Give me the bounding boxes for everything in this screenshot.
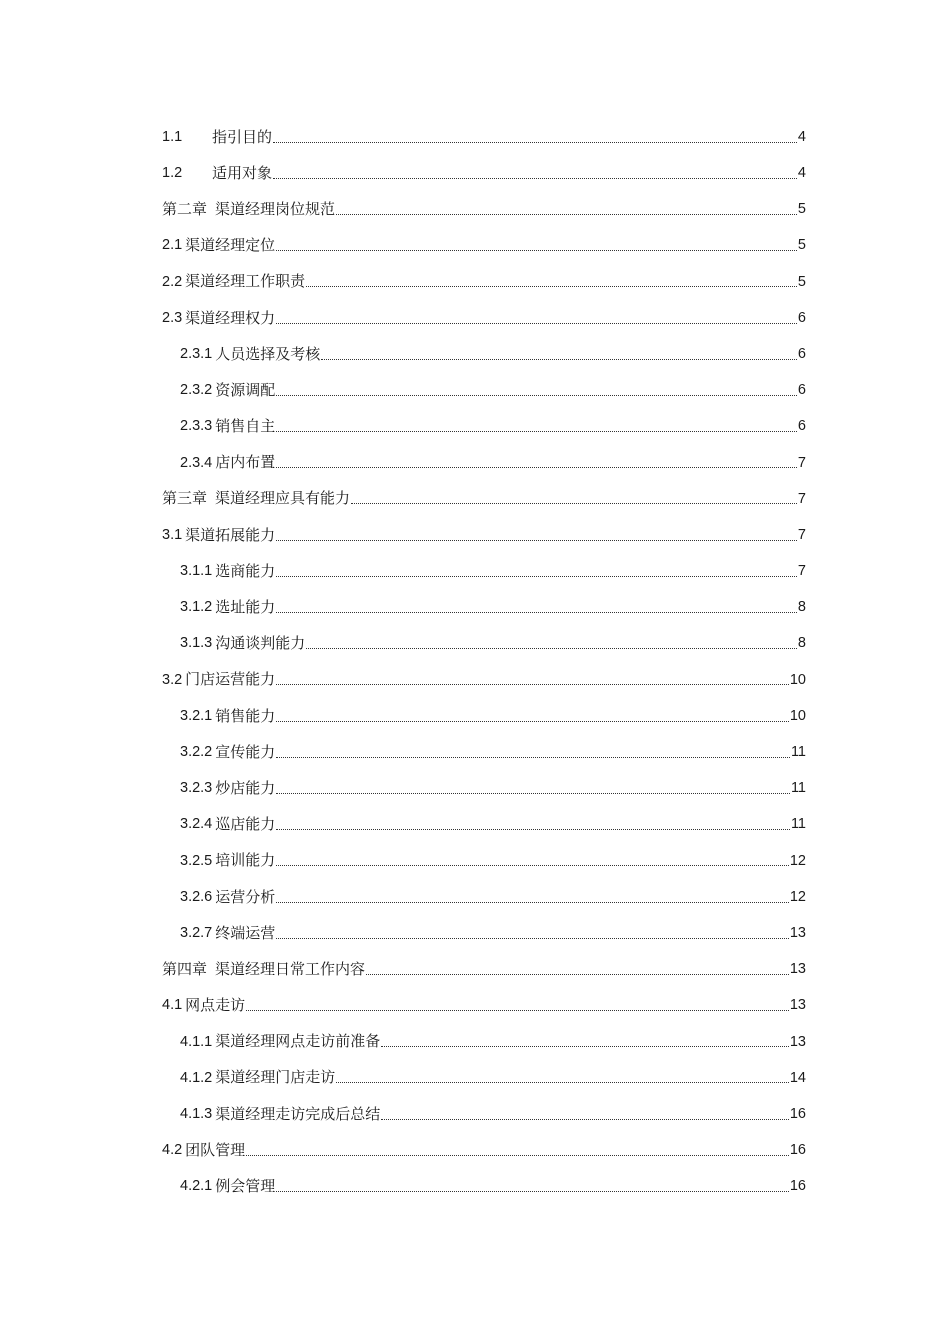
dot-leader	[336, 1082, 789, 1083]
dot-leader	[276, 250, 797, 251]
toc-entry[interactable]	[162, 264, 806, 300]
dot-leader	[276, 323, 797, 324]
toc-entry-title: 资源调配	[215, 380, 276, 399]
toc-page-number: 5	[797, 273, 806, 290]
toc-entry-title: 销售自主	[215, 417, 276, 436]
toc-entry-title: 销售能力	[215, 706, 276, 725]
toc-entry-number: 1.2	[162, 165, 183, 182]
dot-leader	[276, 395, 797, 396]
toc-entry[interactable]	[162, 626, 806, 662]
toc-entry-title: 渠道经理工作职责	[185, 272, 306, 291]
toc-entry-number: 4.2.1	[180, 1178, 213, 1195]
toc-entry-title: 渠道经理门店走访	[215, 1068, 336, 1087]
toc-entry[interactable]	[162, 589, 806, 625]
toc-entry-number: 4.2	[162, 1142, 183, 1159]
toc-page-number: 16	[789, 1142, 806, 1159]
toc-page-number: 11	[790, 816, 806, 833]
toc-page-number: 6	[797, 382, 806, 399]
toc-entry[interactable]	[162, 988, 806, 1024]
toc-entry-title: 选商能力	[215, 561, 276, 580]
toc-entry-title: 宣传能力	[215, 742, 276, 761]
toc-entry[interactable]	[162, 409, 806, 445]
toc-chapter-label: 第二章	[162, 199, 208, 218]
toc-page-number: 14	[789, 1069, 806, 1086]
toc-page-number: 13	[789, 1033, 806, 1050]
toc-entry-number: 3.2.5	[180, 852, 213, 869]
toc-page-number: 4	[797, 165, 806, 182]
toc-page-number: 7	[797, 563, 806, 580]
toc-entry[interactable]	[162, 336, 806, 372]
toc-entry-number: 3.2.6	[180, 888, 213, 905]
toc-entry-number: 2.3.2	[180, 382, 213, 399]
dot-leader	[276, 684, 789, 685]
toc-entry-title: 渠道经理应具有能力	[215, 489, 351, 508]
toc-page-number: 5	[797, 201, 806, 218]
toc-page-number: 10	[789, 707, 806, 724]
toc-page-number: 7	[797, 490, 806, 507]
toc-entry-title: 门店运营能力	[185, 670, 276, 689]
toc-page-number: 12	[789, 852, 806, 869]
toc-page-number: 11	[790, 780, 806, 797]
toc-entry-number: 3.2.2	[180, 744, 213, 761]
toc-page-number: 16	[789, 1178, 806, 1195]
toc-entry-number: 4.1.3	[180, 1105, 213, 1122]
dot-leader	[276, 902, 789, 903]
toc-entry-number: 2.3.4	[180, 454, 213, 471]
toc-entry-title: 适用对象	[212, 163, 273, 182]
toc-entry-number: 1.1	[162, 128, 183, 145]
dot-leader	[276, 829, 790, 830]
toc-entry-number: 3.2.1	[180, 707, 213, 724]
toc-page-number: 11	[790, 744, 806, 761]
toc-entry[interactable]	[162, 1024, 806, 1060]
toc-entry-number: 3.1.2	[180, 599, 213, 616]
toc-page-number: 5	[797, 237, 806, 254]
toc-entry[interactable]	[162, 445, 806, 481]
toc-entry-title: 巡店能力	[215, 815, 276, 834]
dot-leader	[276, 540, 797, 541]
toc-entry[interactable]	[162, 662, 806, 698]
toc-entry-title: 培训能力	[215, 851, 276, 870]
dot-leader	[306, 286, 797, 287]
toc-entry[interactable]	[162, 734, 806, 770]
dot-leader	[276, 793, 790, 794]
toc-entry[interactable]	[162, 915, 806, 951]
toc-entry-title: 沟通谈判能力	[215, 634, 306, 653]
dot-leader	[381, 1119, 789, 1120]
toc-page-number: 10	[789, 671, 806, 688]
toc-page-number: 6	[797, 309, 806, 326]
toc-entry[interactable]	[162, 951, 806, 987]
toc-entry-number: 2.1	[162, 237, 183, 254]
dot-leader	[381, 1046, 789, 1047]
toc-entry[interactable]	[162, 698, 806, 734]
toc-page-number: 4	[797, 128, 806, 145]
dot-leader	[366, 974, 789, 975]
toc-entry[interactable]	[162, 228, 806, 264]
toc-entry-title: 渠道经理定位	[185, 236, 276, 255]
toc-entry[interactable]	[162, 300, 806, 336]
dot-leader	[336, 214, 797, 215]
toc-entry-number: 2.2	[162, 273, 183, 290]
toc-entry-title: 人员选择及考核	[215, 344, 321, 363]
toc-entry-title: 渠道拓展能力	[185, 525, 276, 544]
dot-leader	[276, 938, 789, 939]
dot-leader	[276, 467, 797, 468]
toc-entry-title: 指引目的	[212, 127, 273, 146]
toc-entry-number: 3.2	[162, 671, 183, 688]
toc-entry-title: 团队管理	[185, 1140, 246, 1159]
toc-entry-title: 渠道经理网点走访前准备	[215, 1032, 381, 1051]
toc-entry-number: 3.2.4	[180, 816, 213, 833]
toc-entry-title: 终端运营	[215, 923, 276, 942]
table-of-contents	[162, 119, 806, 1205]
toc-page-number: 13	[789, 924, 806, 941]
toc-entry[interactable]	[162, 1132, 806, 1168]
toc-entry[interactable]	[162, 807, 806, 843]
toc-entry-number: 3.2.3	[180, 780, 213, 797]
toc-page-number: 12	[789, 888, 806, 905]
toc-chapter-label: 第四章	[162, 959, 208, 978]
toc-page-number: 7	[797, 526, 806, 543]
toc-entry[interactable]	[162, 191, 806, 227]
toc-entry-title: 渠道经理权力	[185, 308, 276, 327]
dot-leader	[276, 865, 789, 866]
toc-entry[interactable]	[162, 1060, 806, 1096]
toc-entry-number: 3.1	[162, 526, 183, 543]
toc-chapter-label: 第三章	[162, 489, 208, 508]
toc-entry-number: 3.2.7	[180, 924, 213, 941]
dot-leader	[306, 648, 797, 649]
dot-leader	[276, 576, 797, 577]
toc-entry[interactable]	[162, 481, 806, 517]
toc-entry-number: 3.1.1	[180, 563, 213, 580]
dot-leader	[351, 503, 797, 504]
toc-entry-title: 网点走访	[185, 996, 246, 1015]
toc-entry-title: 渠道经理岗位规范	[215, 199, 336, 218]
dot-leader	[273, 142, 797, 143]
toc-entry[interactable]	[162, 372, 806, 408]
toc-page-number: 7	[797, 454, 806, 471]
toc-page-number: 6	[797, 345, 806, 362]
dot-leader	[276, 757, 790, 758]
toc-page-number: 13	[789, 997, 806, 1014]
dot-leader	[276, 1191, 789, 1192]
toc-entry[interactable]	[162, 553, 806, 589]
toc-entry-number: 4.1	[162, 997, 183, 1014]
toc-entry-title: 例会管理	[215, 1177, 276, 1196]
toc-entry[interactable]	[162, 1096, 806, 1132]
toc-page-number: 8	[797, 635, 806, 652]
toc-entry[interactable]	[162, 1168, 806, 1204]
toc-page-number: 6	[797, 418, 806, 435]
toc-entry-title: 渠道经理日常工作内容	[215, 959, 366, 978]
dot-leader	[246, 1155, 789, 1156]
toc-entry[interactable]	[162, 879, 806, 915]
toc-entry[interactable]	[162, 770, 806, 806]
toc-page-number: 16	[789, 1105, 806, 1122]
toc-page-number: 8	[797, 599, 806, 616]
dot-leader	[276, 721, 789, 722]
toc-entry[interactable]	[162, 517, 806, 553]
toc-entry-number: 2.3.3	[180, 418, 213, 435]
toc-entry[interactable]	[162, 843, 806, 879]
dot-leader	[246, 1010, 789, 1011]
toc-entry[interactable]	[162, 155, 806, 191]
toc-entry-title: 选址能力	[215, 598, 276, 617]
dot-leader	[273, 178, 797, 179]
toc-entry[interactable]	[162, 119, 806, 155]
toc-entry-title: 运营分析	[215, 887, 276, 906]
toc-entry-number: 2.3.1	[180, 345, 213, 362]
dot-leader	[276, 431, 797, 432]
toc-entry-number: 3.1.3	[180, 635, 213, 652]
toc-entry-number: 4.1.2	[180, 1069, 213, 1086]
toc-entry-title: 店内布置	[215, 453, 276, 472]
dot-leader	[276, 612, 797, 613]
toc-entry-number: 2.3	[162, 309, 183, 326]
toc-entry-title: 炒店能力	[215, 778, 276, 797]
dot-leader	[321, 359, 797, 360]
toc-page-number: 13	[789, 961, 806, 978]
toc-entry-number: 4.1.1	[180, 1033, 213, 1050]
toc-entry-title: 渠道经理走访完成后总结	[215, 1104, 381, 1123]
